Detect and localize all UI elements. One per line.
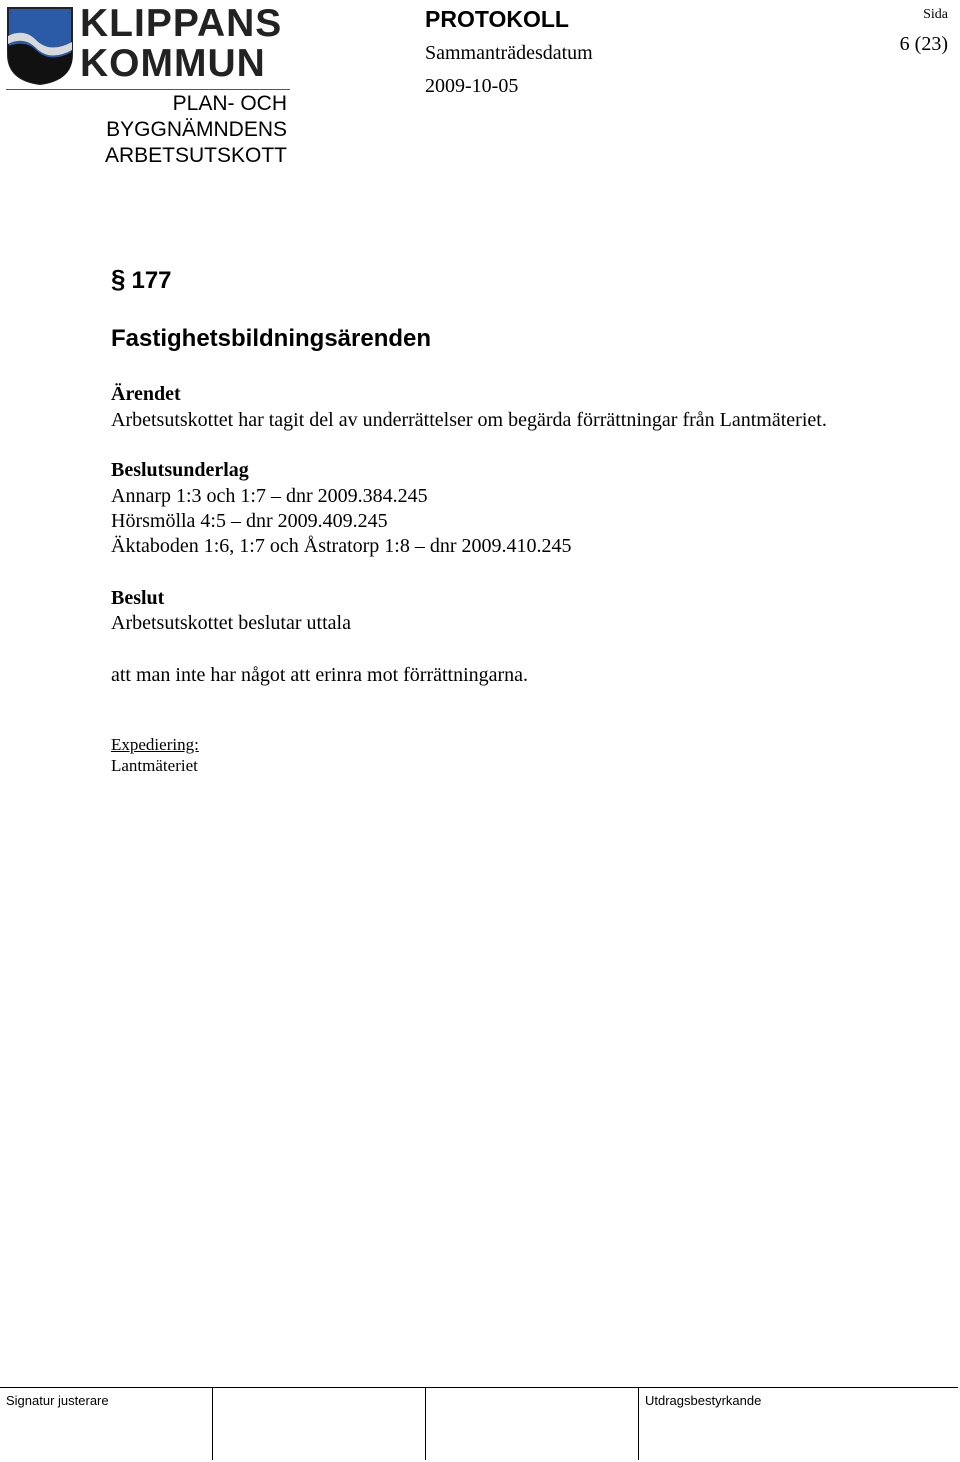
unit-name-line-3: ARBETSUTSKOTT [104, 144, 287, 167]
utdragsbestyrkande-label: Utdragsbestyrkande [645, 1393, 762, 1408]
klippan-coat-of-arms-icon [6, 6, 76, 86]
section-number: 177 [131, 267, 172, 294]
expediering-value: Lantmäteriet [111, 756, 198, 775]
unit-name-line-2: BYGGNÄMNDENS [106, 118, 287, 141]
page-number: 6 (23) [899, 33, 948, 55]
header-divider [6, 89, 290, 90]
beslut-heading: Beslut [111, 587, 165, 609]
signature-footer [0, 1387, 958, 1462]
arendet-heading: Ärendet [111, 383, 181, 405]
expediering-label: Expediering: [111, 735, 199, 754]
utdragsbestyrkande-cell [639, 1388, 958, 1460]
beslutsunderlag-heading: Beslutsunderlag [111, 459, 249, 481]
underlag-item: Annarp 1:3 och 1:7 – dnr 2009.384.245 [111, 485, 428, 507]
unit-name-line-1: PLAN- OCH [172, 92, 287, 115]
section-sign: § [111, 264, 126, 294]
meeting-date-label: Sammanträdesdatum [425, 42, 593, 64]
page-label: Sida [923, 7, 948, 22]
meeting-date-value: 2009-10-05 [425, 75, 519, 97]
signatur-justerare-cell [0, 1388, 213, 1460]
arendet-text: Arbetsutskottet har tagit del av underrättelser om begärda förrättningar från Lantmäteriet. [111, 409, 827, 431]
section-heading [111, 264, 172, 295]
signature-cell [426, 1388, 639, 1460]
brand-name-line-1: KLIPPANS [80, 2, 283, 45]
signatur-justerare-label: Signatur justerare [6, 1393, 109, 1408]
beslutsunderlag-list [111, 484, 572, 559]
document-type: PROTOKOLL [425, 6, 569, 32]
beslut-text-line-1: Arbetsutskottet beslutar uttala [111, 612, 351, 634]
case-title: Fastighetsbildningsärenden [111, 325, 432, 352]
signature-cell [213, 1388, 426, 1460]
brand-name-line-2: KOMMUN [80, 42, 266, 85]
underlag-item: Hörsmölla 4:5 – dnr 2009.409.245 [111, 510, 388, 532]
beslut-text-line-2: att man inte har något att erinra mot förrättningarna. [111, 664, 529, 686]
underlag-item: Äktaboden 1:6, 1:7 och Åstratorp 1:8 – dnr 2009.410.245 [111, 535, 572, 557]
